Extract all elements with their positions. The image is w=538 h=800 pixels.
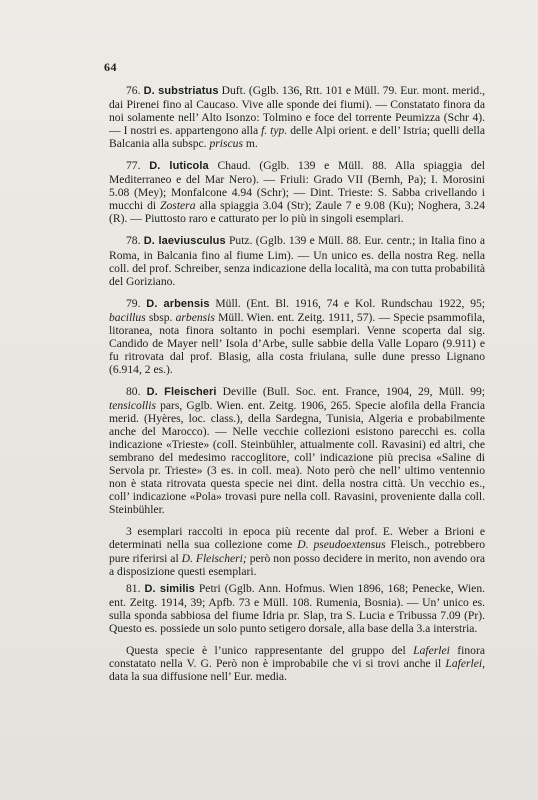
body-text: Questa specie è l’unico rappresentante del gruppo del xyxy=(126,643,414,657)
species-entry xyxy=(109,84,485,150)
entry-number: 80. xyxy=(126,384,147,398)
body-text: Petri (Gglb. Ann. Hofmus. Wien 1896, 168; Penecke, Wien. ent. Zeitg. 1914, 39; Apfb. 73 e Müll. 108. Rumenia, Bosnia). — Un’ unico es. sulla sponda sabbiosa del fiume Idria pr. Slap, tra S. Lucia e Tribussa 7.09 (Pr). Questo es. possiede un solo punto setigero dorsale, alla base della 3.a interstria. xyxy=(109,581,486,635)
entry-number: 76. xyxy=(126,84,144,97)
body-text: pars, Gglb. Wien. ent. Zeitg. 1906, 265. Specie alofila della Francia merid. (Hyères, loc. class.), della Sardegna, Tunisia, Algeria e probabilmente anche del Marocco). — Nelle vecchie collezioni esistono parecchi es. colla indicazione «Trieste» (coll. Steinbühler, attualmente coll. Ravasini) ed altri, che sembrano del medesimo raccoglitore, coll’ indicazione più precisa «Saline di Servola pr. Trieste» (3 es. in coll. mea). Noto però che nell’ ultimo ventennio non è stata ritrovata questa specie nei dint. della nostra città. Un vecchio es., coll’ indicazione «Pola» trovasi pure nella coll. Ravasini, proveniente dalla coll. Steinbühler. xyxy=(109,398,485,517)
body-text: Müll. (Ent. Bl. 1916, 74 e Kol. Rundschau 1922, 95; xyxy=(209,296,486,310)
italic-text: D. pseudoextensus xyxy=(297,538,386,552)
continuation-paragraph xyxy=(109,644,485,683)
body-text: finora constatato nella V. G. Però non è improbabile che vi si trovi anche il xyxy=(109,643,485,670)
entry-number: 77. xyxy=(126,159,150,173)
page-number: 64 xyxy=(104,60,117,74)
entry-number: 79. xyxy=(126,296,147,310)
body-text: alla spiaggia 3.04 (Str); Zaule 7 e 9.08 (Ku); Noghera, 3.24 (R). — Piuttosto raro e catturato per lo più in singoli esemplari. xyxy=(109,199,485,226)
italic-text: D. Fleischeri; xyxy=(181,551,247,565)
body-text: delle Alpi orient. e dell’ Istria; quelli della Balcania alla subspc. xyxy=(109,124,485,151)
entry-number: 78. xyxy=(126,234,144,248)
species-name: D. laeviusculus xyxy=(143,235,226,248)
body-text: Putz. (Gglb. 139 e Müll. 88. Eur. centr.; in Italia fino a Roma, in Balcania fino al fiume Lim). — Un unico es. della nostra Reg. nella coll. del prof. Schreiber, senza indicazione della località, ma con tutta probabilità del Goriziano. xyxy=(109,234,485,288)
body-text: però non posso decidere in merito, non avendo ora a disposizione questi esemplari. xyxy=(109,551,485,578)
species-name: D. similis xyxy=(144,582,195,595)
species-name: D. substriatus xyxy=(143,85,219,97)
body-text: Müll. Wien. ent. Zeitg. 1911, 57). — Specie psammofila, litoranea, nota finora soltanto in pochi esemplari. Venne scoperta dal sig. Candido de Mayer nell’ Isola d’Arbe, sulle sabbie della Valle Loparo (9.911) e fu ritrovata dal prof. Blasig, alla costa friulana, sulle dune presso Lignano (6.914, 2 es.). xyxy=(109,310,485,376)
species-entry xyxy=(109,234,485,287)
species-name: D. arbensis xyxy=(146,297,210,310)
italic-text: tensicollis xyxy=(109,398,157,412)
body-text: Chaud. (Gglb. 139 e Müll. 88. Alla spiaggia del Mediterraneo e del Mar Nero). — Friuli: Grado VII (Bernh, Pa); I. Morosini 5.08 (Mey); Monfalcone 4.94 (Schr); — Dint. Trieste: S. Sabba crivellando i mucchi di xyxy=(109,159,486,213)
species-entry xyxy=(109,159,485,225)
body-text: data la sua diffusione nell’ Eur. media. xyxy=(109,669,287,683)
page-text xyxy=(109,84,485,687)
continuation-paragraph xyxy=(109,525,485,577)
italic-text: Zostera xyxy=(160,199,196,213)
species-entry xyxy=(109,582,485,635)
italic-text: priscus xyxy=(209,137,243,151)
species-name: D. Fleischeri xyxy=(146,385,217,398)
italic-text: Laferlei xyxy=(413,643,450,657)
species-entry xyxy=(109,385,485,516)
entry-number: 81. xyxy=(126,581,145,595)
italic-text: arbensis xyxy=(175,310,215,324)
italic-text: f. typ. xyxy=(261,124,288,138)
body-text: 3 esemplari raccolti in epoca più recente dal prof. E. Weber a Brioni e determinati nella sua collezione come xyxy=(109,525,485,552)
body-text: Duft. (Gglb. 136, Rtt. 101 e Müll. 79. Eur. mont. merid., dai Pirenei fino al Caucaso. Vive alle sponde dei fiumi). — Constatato finora da noi solamente nell’ Alto Isonzo: Tolmino e foce del torrente Peumizza (Schr 4). — I nostri es. appartengono alla xyxy=(109,84,486,138)
body-text: m. xyxy=(242,137,258,151)
body-text: sbsp. xyxy=(145,310,176,324)
body-text: Fleisch., potrebbero pure riferirsi al xyxy=(109,538,485,565)
species-name: D. luticola xyxy=(149,160,209,173)
italic-text: bacillus xyxy=(109,310,146,324)
italic-text: Laferlei, xyxy=(445,656,485,670)
body-text: Deville (Bull. Soc. ent. France, 1904, 29, Müll. 99; xyxy=(216,384,486,398)
species-entry xyxy=(109,297,485,376)
